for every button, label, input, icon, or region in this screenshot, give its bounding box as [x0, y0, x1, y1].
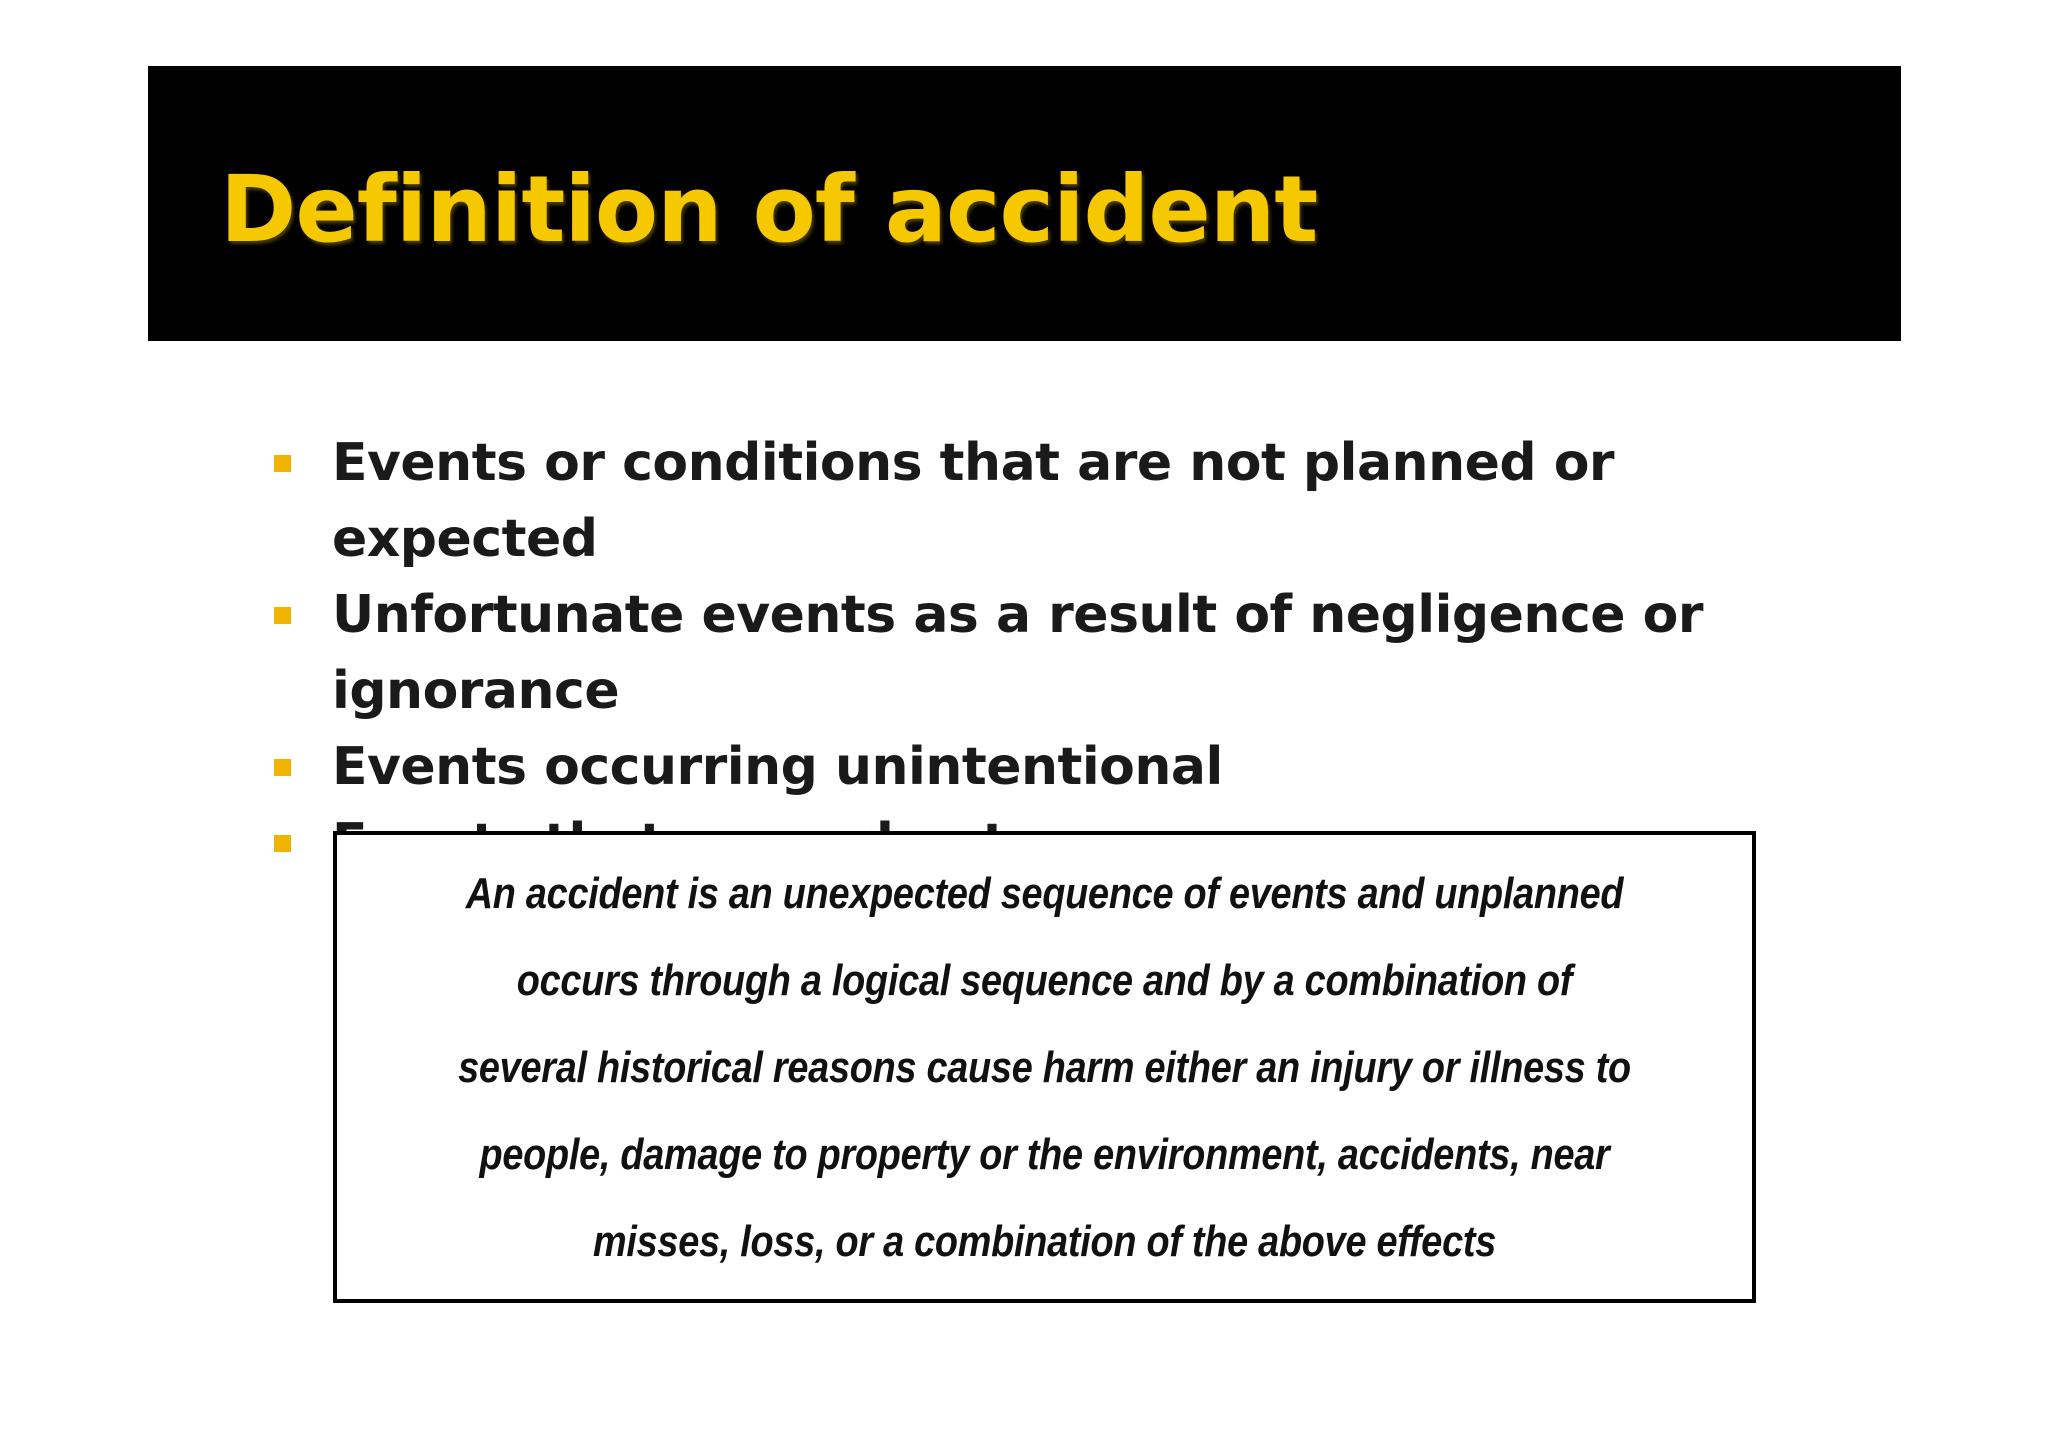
definition-box [333, 831, 1756, 1303]
bullet-list [270, 425, 1830, 881]
definition-text: An accident is an unexpected sequence of events and unplanned occurs through a logical sequence and by a combination of several historical reasons cause harm either an injury or illness to people, damage to property or the environment, accidents, near misses, loss, or a combination of the above effects [458, 868, 1631, 1266]
square-bullet-icon [274, 607, 291, 624]
square-bullet-icon [274, 835, 291, 852]
square-bullet-icon [274, 455, 291, 472]
square-bullet-icon [274, 759, 291, 776]
bullet-item [270, 577, 1830, 729]
bullet-text: Unfortunate events as a result of negligence or ignorance [332, 585, 1704, 721]
bullet-text: Events or conditions that are not planned or expected [332, 433, 1615, 569]
title-bar [148, 66, 1901, 341]
bullet-item [270, 425, 1830, 577]
bullet-text: Events occurring unintentional [332, 737, 1223, 797]
bullet-item [270, 729, 1830, 805]
slide-title: Definition of accident [220, 156, 1318, 263]
